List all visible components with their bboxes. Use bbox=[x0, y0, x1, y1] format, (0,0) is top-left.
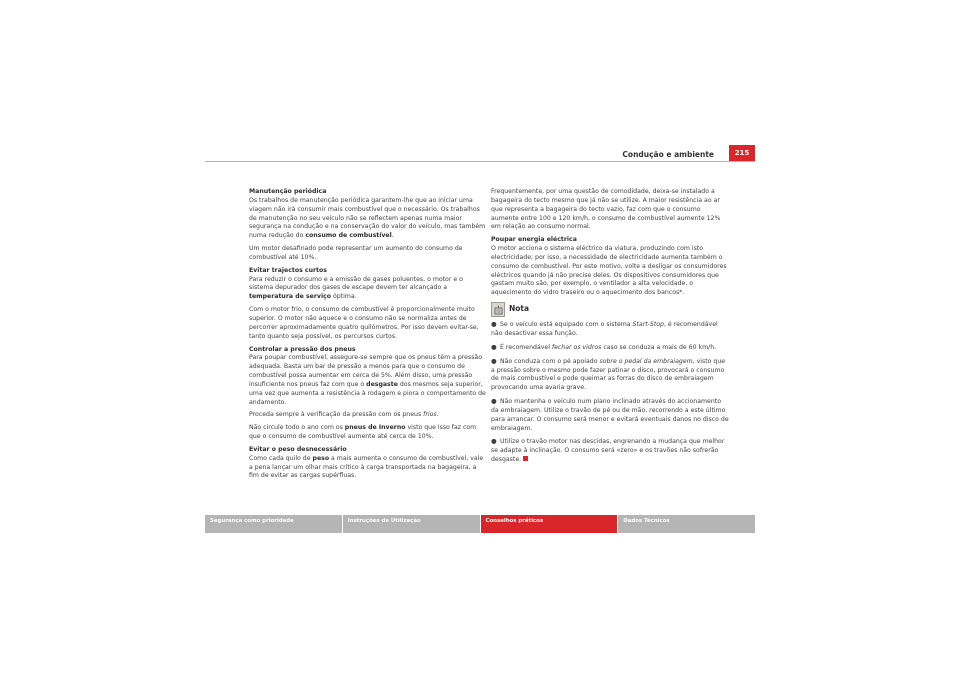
footer-nav bbox=[205, 515, 755, 533]
header-divider bbox=[205, 161, 755, 162]
note-bullet: ● Não mantenha o veículo num plano inclinado através do accionamento da embraiagem. Utilize o travão de pé ou de mão, recorrendo a este último para arrancar. O consumo será menor e evitará eventuais danos no disco de embraiagem. bbox=[491, 397, 729, 432]
paragraph: Os trabalhos de manutenção periódica garantem-lhe que ao iniciar uma viagem não irá consumir mais combustível que o necessário. Os trabalhos de manutenção no seu veículo não se reflectem apenas numa maior segurança na condução e na conservação do valor do veículo, mas também numa redução do consumo de combustível. bbox=[249, 196, 486, 240]
footer-tab-technical-data[interactable]: Dados Técnicos bbox=[618, 515, 755, 533]
paragraph: Para poupar combustível, assegure-se sempre que os pneus têm a pressão adequada. Basta um bar de pressão a menos para que o consumo de combustível possa aumentar em cerca de 5%. Além disso, uma pressão insuficiente nos pneus faz com que o desgaste dos mesmos seja superior, uma vez que aumenta a resistência à rodagem e piora o comportamento de andamento. bbox=[249, 354, 486, 406]
section-title-weight: Evitar o peso desnecessário bbox=[249, 445, 347, 453]
section-title-maintenance: Manutenção periódica bbox=[249, 188, 327, 195]
bullet-icon: ● bbox=[491, 397, 497, 406]
note-header bbox=[491, 302, 729, 317]
paragraph: Não circule todo o ano com os pneus de Inverno visto que isso faz com que o consumo de combustível aumente até cerca de 10%. bbox=[249, 424, 477, 441]
bullet-icon: ● bbox=[491, 356, 497, 365]
paragraph: Com o motor frio, o consumo de combustível é proporcionalmente muito superior. O motor não aquece e o consumo não se normaliza antes de percorrer aproximadamente quatro quilómetros. Por isso devem evitar-se, tanto quanto seja possível, os percursos curtos. bbox=[249, 306, 479, 340]
bullet-icon: ● bbox=[491, 320, 497, 329]
paragraph: O motor acciona o sistema eléctrico da viatura, produzindo com isto electricidade; por isso, a necessidade de electricidade aumenta também o consumo de combustível. Por este motivo, volte a desligar os consumidores eléctricos quando já não precise deles. Os dispositivos consumidores que gastam muito são, por exemplo, o ventilador a alta velocidade, o aquecimento do vidro traseiro ou o aquecimento dos bancos*. bbox=[491, 245, 727, 297]
section-title-short-trips: Evitar trajectos curtos bbox=[249, 266, 327, 274]
right-column bbox=[491, 188, 729, 469]
page-header-title: Condução e ambiente bbox=[622, 150, 714, 159]
section-end-icon bbox=[523, 456, 528, 461]
footer-tab-practical-tips[interactable]: Conselhos práticos bbox=[481, 515, 619, 533]
left-column bbox=[249, 188, 487, 485]
bullet-icon: ● bbox=[491, 342, 497, 351]
section-title-tyre-pressure: Controlar a pressão dos pneus bbox=[249, 345, 356, 353]
note-label: Nota bbox=[509, 304, 530, 314]
section-title-electric-energy: Poupar energia eléctrica bbox=[491, 236, 577, 244]
paragraph: Para reduzir o consumo e a emissão de gases poluentes, o motor e o sistema depurador dos gases de escape devem ter alcançado a temperatura de serviço óptima. bbox=[249, 275, 463, 301]
footer-tab-safety[interactable]: Segurança como prioridade bbox=[205, 515, 343, 533]
bullet-icon: ● bbox=[491, 437, 497, 446]
page-number: 215 bbox=[729, 145, 755, 161]
note-icon bbox=[491, 302, 505, 317]
footer-tab-instructions[interactable]: Instruções de Utilização bbox=[343, 515, 481, 533]
paragraph: Proceda sempre à verificação da pressão com os pneus frios. bbox=[249, 411, 439, 419]
note-bullet: ● Utilize o travão motor nas descidas, engrenando a mudança que melhor se adapte à inclinação. O consumo será «zero» e os travões não sofrerão desgaste. bbox=[491, 437, 725, 464]
paragraph: Frequentemente, por uma questão de comodidade, deixa-se instalado a bagageira do tecto mesmo que já não se utilize. A maior resistência ao ar que representa a bagageira do tecto vazio, faz com que o consumo aumente entre 100 e 120 km/h, o consumo de combustível aumente 12% em relação ao consumo normal. bbox=[491, 188, 721, 231]
note-bullet: ● Se o veículo está equipado com o sistema Start-Stop, é recomendável não desactivar essa função. bbox=[491, 320, 718, 337]
paragraph: Como cada quilo de peso a mais aumenta o consumo de combustível, vale a pena lançar um olhar mais crítico à carga transportada na bagageira, a fim de evitar as cargas supérfluas. bbox=[249, 454, 484, 480]
paragraph: Um motor desafinado pode representar um aumento do consumo de combustível até 10%. bbox=[249, 245, 463, 261]
note-bullet: ● Não conduza com o pé apoiado sobre o pedal da embraiagem, visto que a pressão sobre o mesmo pode fazer patinar o disco, provocará o consumo de mais combustível e pode queimar as forras do disco de embraiagem provocando uma avaria grave. bbox=[491, 356, 726, 392]
note-bullet: ● É recomendável fechar os vidros caso se conduza a mais de 60 km/h. bbox=[491, 342, 717, 351]
